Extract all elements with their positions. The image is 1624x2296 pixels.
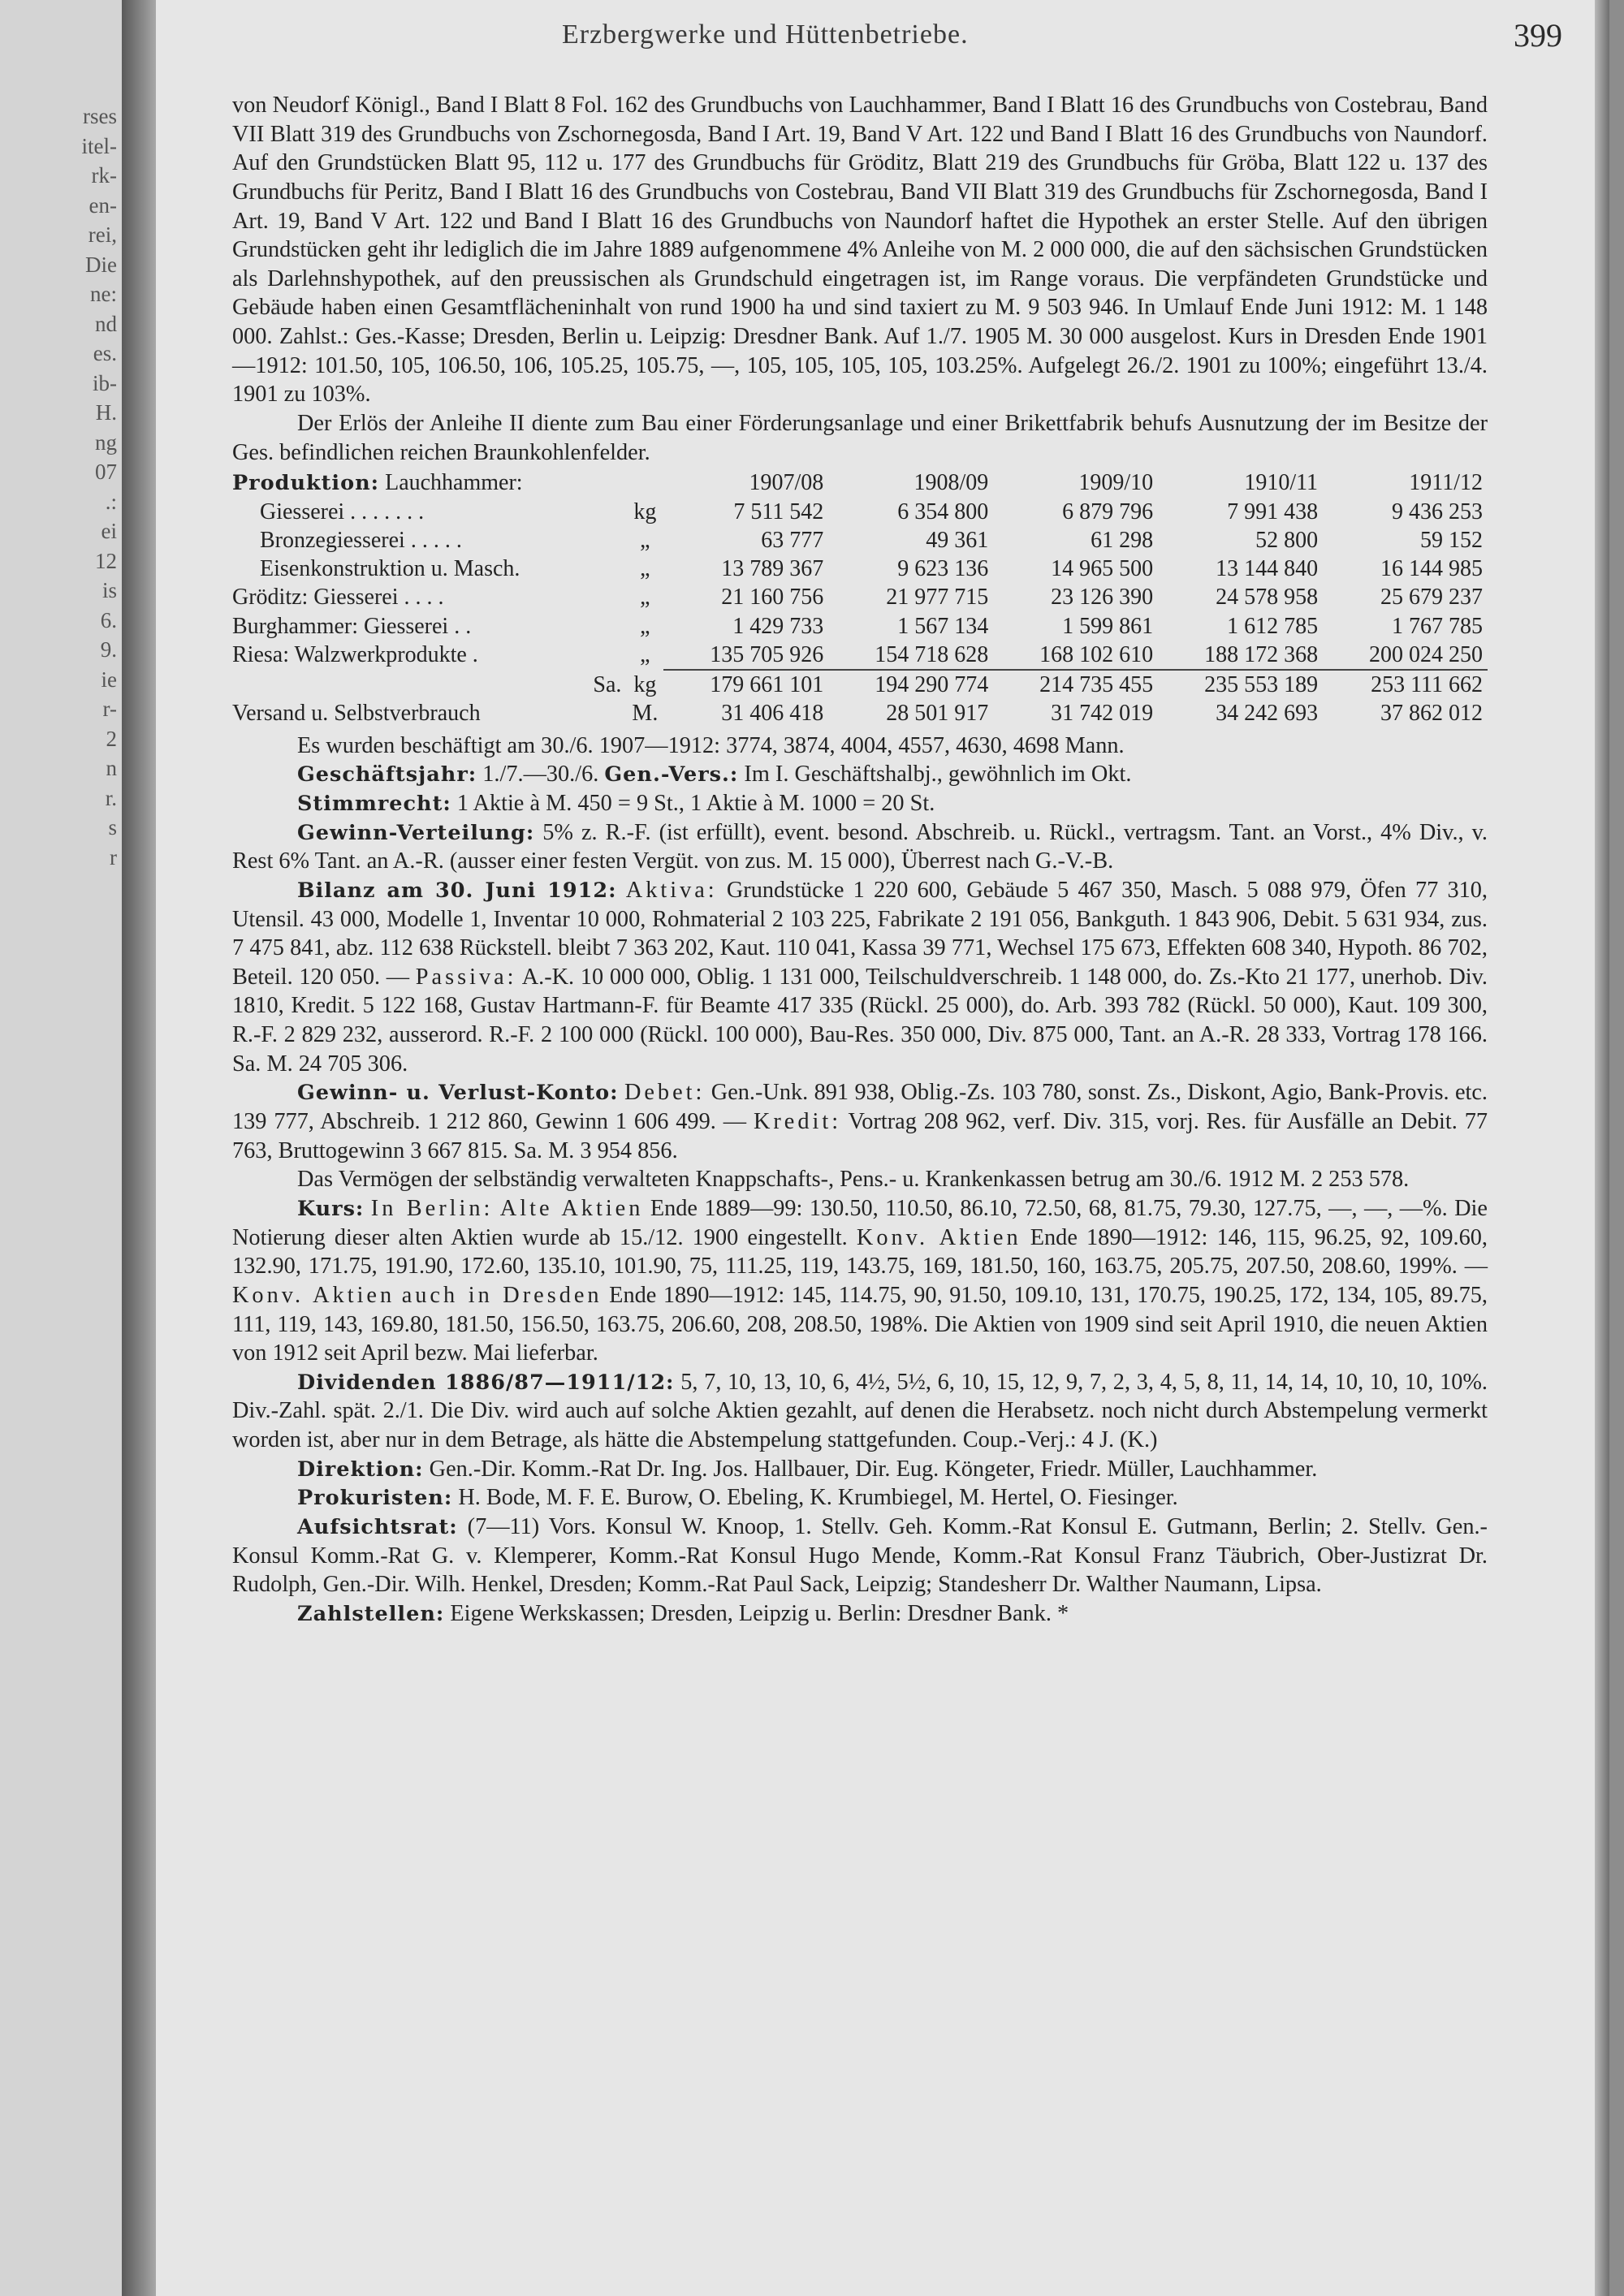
vermoegen-paragraph: Das Vermögen der selbständig verwalteten Knappschafts-, Pens.- u. Krankenkassen betrug am 30./6. 1912 M. 2 253 578. [297, 1167, 1410, 1193]
adjacent-page-fragment: .: [105, 489, 117, 514]
gv-konto-paragraph: Gewinn- u. Verlust-Konto: Debet: Gen.-Unk. 891 938, Oblig.-Zs. 103 780, sonst. Zs., Diskont, Agio, Bank-Provis. etc. 139 777, Abschreib. 1 212 860, Gewinn 1 606 499. — Kredit: Vortrag 208 962, verf. Div. 315, vorj. Res. für Ausfälle an Debit. 77 763, Bruttogewinn 3 667 815. Sa. M. 3 954 856. [232, 1080, 1488, 1163]
adjacent-page-fragment: 07 [95, 460, 117, 484]
production-versand-row: Versand u. Selbstverbrauch M. 31 406 418 28 501 917 31 742 019 34 242 693 37 862 012 [232, 701, 1483, 727]
direktion-paragraph: Direktion: Gen.-Dir. Komm.-Rat Dr. Ing. Jos. Hallbauer, Dir. Eug. Köngeter, Friedr. Müller, Lauchhammer. [297, 1456, 1318, 1482]
production-row: Eisenkonstruktion u. Masch. „ 13 789 367 9 623 136 14 965 500 13 144 840 16 144 985 [260, 556, 1483, 582]
kurs-paragraph: Kurs: In Berlin: Alte Aktien Ende 1889—99: 130.50, 110.50, 86.10, 72.50, 68, 81.75, 79.30, 127.75, —, —, —%. Die Notierung dieser alten Aktien wurde ab 15./12. 1900 eingestellt. Konv. Aktien Ende 1890—1912: 146, 115, 96.25, 92, 109.60, 132.90, 171.75, 191.90, 172.60, 135.10, 101.90, 75, 111.25, 119, 143.75, 169, 181.50, 160, 163.75, 205.75, 207.50, 208.60, 199%. — Konv. Aktien auch in Dresden Ende 1890—1912: 145, 114.75, 90, 91.50, 109.10, 131, 170.75, 190.25, 172, 134, 105, 89.75, 111, 119, 143, 169.80, 181.50, 156.50, 163.75, 206.60, 208, 208.50, 198%. Die Aktien von 1909 sind seit April 1910, die neuen Aktien von 1912 seit April bezw. Mai lieferbar. [232, 1195, 1488, 1366]
adjacent-page-fragment: s [108, 815, 117, 839]
production-row: Gröditz: Giesserei . . . . „ 21 160 756 21 977 715 23 126 390 24 578 958 25 679 237 [232, 585, 1483, 611]
adjacent-page-fragment: ib- [93, 370, 117, 395]
paragraph-anleihe: Der Erlös der Anleihe II diente zum Bau einer Förderungsanlage und einer Brikettfabrik behufs Ausnutzung der im Besitze der Ges. befindlichen reichen Braunkohlenfelder. [232, 411, 1488, 465]
production-row: Riesa: Walzwerkprodukte . „ 135 705 926 154 718 628 168 102 610 188 172 368 200 024 250 [232, 641, 1483, 668]
production-heading: Produktion: Lauchhammer: [232, 470, 523, 496]
production-sum-row: Sa. kg 179 661 101 194 290 774 214 735 455 235 553 189 253 111 662 [232, 670, 1488, 699]
book-page [156, 0, 1609, 2296]
adjacent-page-strip [0, 0, 122, 2296]
zahlstellen-paragraph: Zahlstellen: Eigene Werkskassen; Dresden, Leipzig u. Berlin: Dresdner Bank. * [297, 1600, 1069, 1626]
adjacent-page-fragment: r- [102, 697, 117, 721]
geschaeftsjahr-line: Geschäftsjahr: 1./7.—30./6. Gen.-Vers.: Im I. Geschäftshalbj., gewöhnlich im Okt. [297, 762, 1132, 788]
stimmrecht-line: Stimmrecht: 1 Aktie à M. 450 = 9 St., 1 Aktie à M. 1000 = 20 St. [297, 791, 935, 816]
production-table [232, 468, 1488, 727]
prokuristen-paragraph: Prokuristen: H. Bode, M. F. E. Burow, O. Ebeling, K. Krumbiegel, M. Hertel, O. Fiesinger. [297, 1485, 1178, 1511]
adjacent-page-fragment: rk- [91, 163, 117, 188]
page-number: 399 [1514, 17, 1562, 54]
adjacent-page-fragment: is [102, 578, 117, 602]
aufsichtsrat-paragraph: Aufsichtsrat: (7—11) Vors. Konsul W. Knoop, 1. Stellv. Geh. Komm.-Rat Konsul E. Gutmann, Berlin; 2. Stellv. Gen.-Konsul Komm.-Rat G. v. Klemperer, Komm.-Rat Konsul Hugo Mende, Komm.-Rat Konsul Franz Täubrich, Ober-Justizrat Dr. Rudolph, Gen.-Dir. Wilh. Henkel, Dresden; Komm.-Rat Paul Sack, Leipzig; Standesherr Dr. Walther Naumann, Lipsa. [232, 1514, 1488, 1598]
year-col: 1908/09 [914, 470, 989, 496]
adjacent-page-fragment: ng [95, 429, 117, 455]
adjacent-page-fragment: ne: [90, 282, 117, 306]
production-header-row [232, 468, 1488, 497]
adjacent-page-fragment: rses [83, 104, 117, 128]
adjacent-page-fragment: Die [85, 252, 117, 277]
page-body [232, 91, 1488, 1629]
bilanz-paragraph: Bilanz am 30. Juni 1912: Aktiva: Grundstücke 1 220 600, Gebäude 5 467 350, Masch. 5 088 979, Öfen 77 310, Utensil. 43 000, Modelle 1, Inventar 10 000, Rohmaterial 2 103 225, Fabrikate 2 191 056, Bankguth. 1 843 906, Debit. 5 631 934, zus. 7 475 841, abz. 112 638 Rückstell. bleibt 7 363 202, Kaut. 110 041, Kassa 39 771, Wechsel 175 673, Effekten 608 340, Hypoth. 86 702, Beteil. 120 050. — Passiva: A.-K. 10 000 000, Oblig. 1 131 000, Teilschuldverschreib. 1 148 000, do. Zs.-Kto 21 177, unerhob. Div. 1810, Kredit. 5 122 168, Gustav Hartmann-F. für Beamte 417 335 (Rückl. 25 000), do. Arb. 393 782 (Rückl. 50 000), Kaut. 109 300, R.-F. 2 829 232, ausserord. R.-F. 2 100 000 (Rückl. 100 000), Bau-Res. 350 000, Div. 875 000, Tant. an A.-R. 28 333, Vortrag 178 166. Sa. M. 24 705 306. [232, 877, 1488, 1077]
adjacent-page-fragment: 2 [106, 726, 117, 751]
production-row: Burghammer: Giesserei . . „ 1 429 733 1 567 134 1 599 861 1 612 785 1 767 785 [232, 613, 1483, 639]
page-header [156, 15, 1609, 57]
adjacent-page-fragment: ie [101, 667, 117, 692]
production-row: Bronzegiesserei . . . . . „ 63 777 49 361 61 298 52 800 59 152 [260, 527, 1483, 553]
running-title: Erzbergwerke und Hüttenbetriebe. [562, 19, 969, 50]
book-gutter [122, 0, 156, 2296]
adjacent-page-fragment: r. [105, 785, 117, 810]
adjacent-page-fragment: H. [95, 400, 117, 425]
year-col: 1907/08 [749, 470, 824, 496]
dividenden-paragraph: Dividenden 1886/87—1911/12: 5, 7, 10, 13, 10, 6, 4½, 5½, 6, 10, 15, 12, 9, 7, 2, 3, 4, 5, 8, 11, 14, 14, 10, 10, 10, 10%. Div.-Zahl. spät. 2./1. Die Div. wird auch auf solche Aktien gezahlt, auf denen die Herabsetz. noch nicht durch Abstempelung vermerkt worden ist, aber nur in dem Betrage, als hätte die Abstempelung stattgefunden. Coup.-Verj.: 4 J. (K.) [232, 1369, 1488, 1453]
page-edge-shadow [1595, 0, 1609, 2296]
year-col: 1909/10 [1078, 470, 1154, 496]
adjacent-page-fragment: rei, [88, 222, 117, 247]
paragraph-employees: Es wurden beschäftigt am 30./6. 1907—1912: 3774, 3874, 4004, 4557, 4630, 4698 Mann. [297, 732, 1125, 758]
production-row: Giesserei . . . . . . . kg 7 511 542 6 354 800 6 879 796 7 991 438 9 436 253 [260, 498, 1483, 524]
adjacent-page-fragment: n [106, 756, 117, 780]
adjacent-page-fragment: en- [89, 192, 117, 218]
adjacent-page-fragment: 12 [95, 548, 117, 573]
adjacent-page-fragment: 6. [100, 607, 117, 632]
adjacent-page-fragment: es. [93, 341, 117, 365]
adjacent-page-fragment: nd [95, 311, 117, 336]
paragraph-hypothek: von Neudorf Königl., Band I Blatt 8 Fol. 162 des Grundbuchs von Lauchhammer, Band I Blatt 16 des Grundbuchs von Costebrau, Band VII Blatt 319 des Grundbuchs von Zschornegosda, Band I Art. 19, Band V Art. 122 und Band I Blatt 16 des Grundbuchs von Naundorf. Auf den Grundstücken Blatt 95, 112 u. 177 des Grundbuchs für Gröditz, Blatt 219 des Grundbuchs für Gröba, Blatt 122 u. 137 des Grundbuchs für Peritz, Band I Blatt 16 des Grundbuchs von Costebrau, Band VII Blatt 319 des Grundbuchs für Zschornegosda, Band I Art. 19, Band V Art. 122 und Band I Blatt 16 des Grundbuchs von Naundorf haftet die Hypothek an erster Stelle. Auf den übrigen Grundstücken geht ihr lediglich die im Jahre 1889 aufgenommene 4% Anleihe von M. 2 000 000, die auf den sächsischen Grundstücken als Darlehnshypothek, auf den preussischen als Grundschuld eingetragen ist, im Range voraus. Die verpfändeten Grundstücke und Gebäude haben einen Gesamtflächeninhalt von rund 1900 ha und sind taxiert zu M. 9 503 946. In Umlauf Ende Juni 1912: M. 1 148 000. Zahlst.: Ges.-Kasse; Dresden, Berlin u. Leipzig: Dresdner Bank. Auf 1./7. 1905 M. 30 000 ausgelost. Kurs in Dresden Ende 1901—1912: 101.50, 105, 106.50, 106, 105.25, 105.75, —, 105, 105, 105, 105, 103.25%. Aufgelegt 26./2. 1901 zu 100%; eingeführt 13./4. 1901 zu 103%. [232, 93, 1488, 408]
adjacent-page-fragment: ei [101, 519, 117, 543]
adjacent-page-fragment: 9. [100, 637, 117, 662]
year-col: 1910/11 [1244, 470, 1319, 496]
year-col: 1911/12 [1409, 470, 1483, 496]
gewinn-verteilung-paragraph: Gewinn-Verteilung: 5% z. R.-F. (ist erfüllt), event. besond. Abschreib. u. Rückl., vertragsm. Tant. an Vorst., 4% Div., v. Rest 6% Tant. an A.-R. (ausser einer festen Vergüt. von zus. M. 15 000), Überrest nach G.-V.-B. [232, 819, 1488, 874]
adjacent-page-fragment: itel- [81, 133, 117, 158]
adjacent-page-fragment: r [110, 844, 117, 870]
